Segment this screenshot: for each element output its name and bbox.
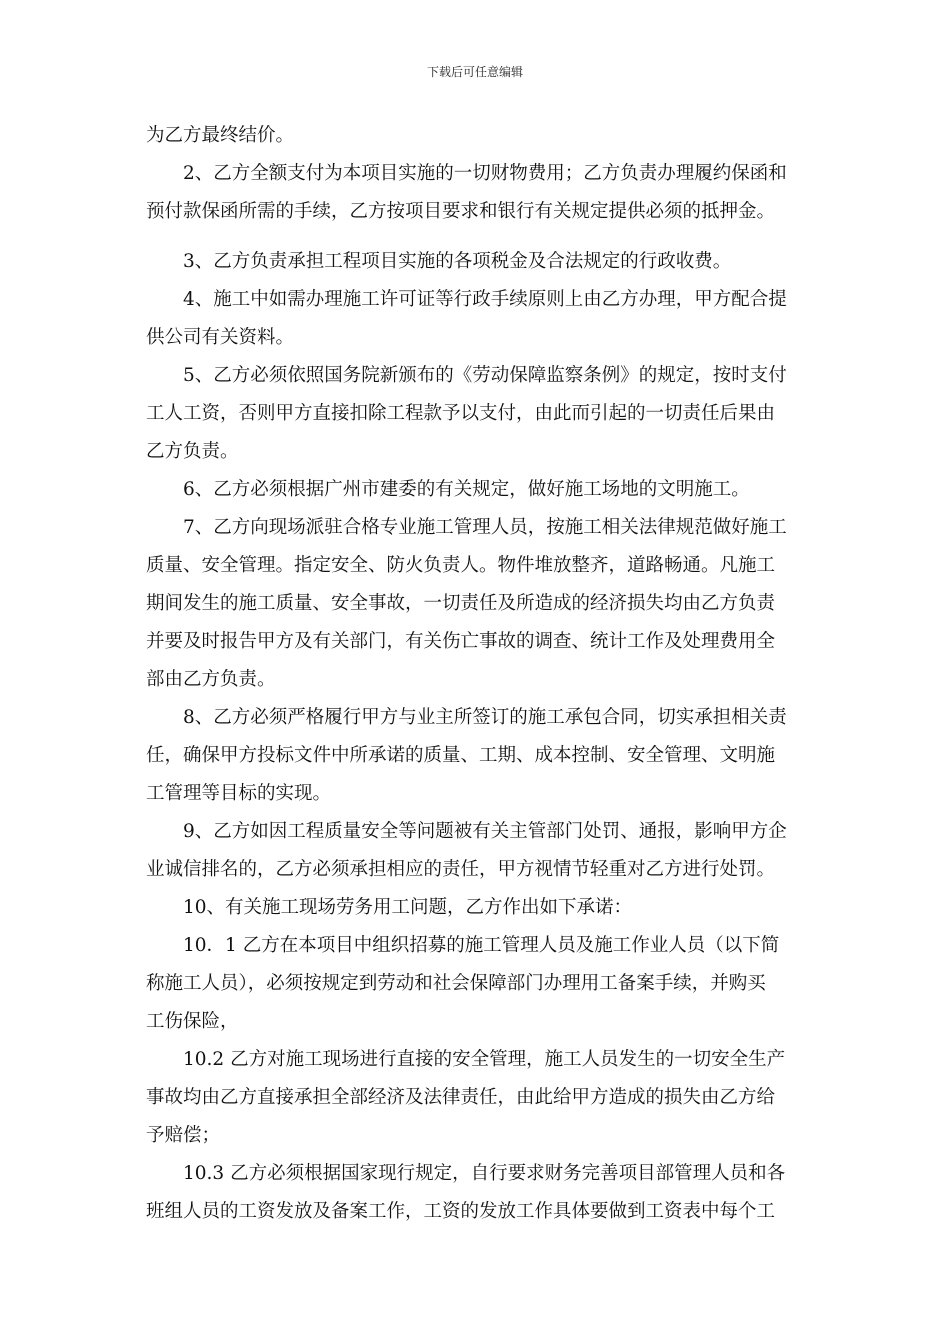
text-line: 期间发生的施工质量、安全事故，一切责任及所造成的经济损失均由乙方负责 xyxy=(146,593,776,614)
page-header-note: 下载后可任意编辑 xyxy=(426,65,523,79)
text-line: 为乙方最终结价。 xyxy=(146,125,295,146)
text-line: 事故均由乙方直接承担全部经济及法律责任，由此给甲方造成的损失由乙方给 xyxy=(146,1087,776,1108)
text-line: 9、乙方如因工程质量安全等问题被有关主管部门处罚、通报，影响甲方企 xyxy=(183,821,787,842)
text-line: 8、乙方必须严格履行甲方与业主所签订的施工承包合同，切实承担相关责 xyxy=(183,707,787,728)
text-line: 10．1 乙方在本项目中组织招募的施工管理人员及施工作业人员（以下简 xyxy=(183,935,780,956)
text-line: 并要及时报告甲方及有关部门，有关伤亡事故的调查、统计工作及处理费用全 xyxy=(146,631,776,652)
text-line: 5、乙方必须依照国务院新颁布的《劳动保障监察条例》的规定，按时支付 xyxy=(183,365,787,386)
text-line: 乙方负责。 xyxy=(146,441,239,462)
text-line: 质量、安全管理。指定安全、防火负责人。物件堆放整齐，道路畅通。凡施工 xyxy=(146,555,776,576)
text-line: 部由乙方负责。 xyxy=(146,669,276,690)
text-line: 4、施工中如需办理施工许可证等行政手续原则上由乙方办理，甲方配合提 xyxy=(183,289,787,310)
text-line: 10、有关施工现场劳务用工问题，乙方作出如下承诺： xyxy=(183,897,633,918)
text-line: 供公司有关资料。 xyxy=(146,327,295,348)
text-line: 工管理等目标的实现。 xyxy=(146,783,332,804)
text-line: 任，确保甲方投标文件中所承诺的质量、工期、成本控制、安全管理、文明施 xyxy=(146,745,776,766)
text-line: 予赔偿； xyxy=(146,1125,221,1146)
text-line: 工伤保险， xyxy=(146,1011,239,1032)
document-body xyxy=(146,117,812,1231)
text-line: 班组人员的工资发放及备案工作，工资的发放工作具体要做到工资表中每个工 xyxy=(146,1201,776,1222)
paragraph-gap xyxy=(146,231,812,243)
text-line: 10.3 乙方必须根据国家现行规定，自行要求财务完善项目部管理人员和各 xyxy=(183,1163,786,1184)
text-line: 3、乙方负责承担工程项目实施的各项税金及合法规定的行政收费。 xyxy=(183,251,732,272)
text-line: 预付款保函所需的手续，乙方按项目要求和银行有关规定提供必须的抵押金。 xyxy=(146,201,776,222)
text-line: 10.2 乙方对施工现场进行直接的安全管理，施工人员发生的一切安全生产 xyxy=(183,1049,786,1070)
text-line: 业诚信排名的，乙方必须承担相应的责任，甲方视情节轻重对乙方进行处罚。 xyxy=(146,859,776,880)
text-line: 工人工资，否则甲方直接扣除工程款予以支付，由此而引起的一切责任后果由 xyxy=(146,403,776,424)
text-line: 2、乙方全额支付为本项目实施的一切财物费用；乙方负责办理履约保函和 xyxy=(183,163,787,184)
text-line: 6、乙方必须根据广州市建委的有关规定，做好施工场地的文明施工。 xyxy=(183,479,750,500)
text-line: 7、乙方向现场派驻合格专业施工管理人员，按施工相关法律规范做好施工 xyxy=(183,517,787,538)
text-line: 称施工人员），必须按规定到劳动和社会保障部门办理用工备案手续，并购买 xyxy=(146,973,766,994)
